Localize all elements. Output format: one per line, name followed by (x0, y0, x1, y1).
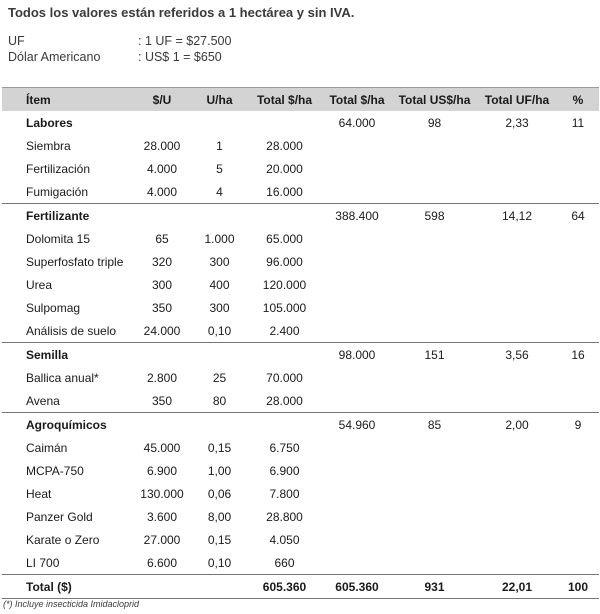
empty-cell (322, 366, 392, 389)
empty-cell (477, 227, 557, 250)
item-price: 3.600 (146, 509, 178, 524)
empty-cell (477, 273, 557, 296)
item-price: 320 (151, 254, 173, 269)
rate-usd (8, 50, 222, 64)
table-row (2, 157, 599, 180)
empty-cell (392, 296, 477, 319)
group-total-clp: 98.000 (322, 343, 392, 367)
empty-cell (392, 505, 477, 528)
empty-cell (392, 366, 477, 389)
item-total: 28.800 (266, 509, 303, 524)
table-row (2, 482, 599, 505)
item-name: Fumigación (26, 184, 89, 199)
footnote: (*) Incluye insecticida Imidacloprid (3, 599, 140, 609)
item-name: Dolomita 15 (26, 231, 91, 246)
empty-cell (477, 505, 557, 528)
table-row (2, 227, 599, 250)
table-row (2, 180, 599, 204)
empty-cell (192, 343, 247, 367)
empty-cell (322, 551, 392, 575)
empty-cell (392, 389, 477, 413)
empty-cell (322, 227, 392, 250)
empty-cell (192, 413, 247, 437)
empty-cell (322, 389, 392, 413)
item-price: 4.000 (146, 161, 178, 176)
group-total-clp: 54.960 (322, 413, 392, 437)
empty-cell (477, 436, 557, 459)
item-price: 2.800 (146, 370, 178, 385)
item-total: 16.000 (266, 184, 303, 199)
col-header-total: Total $/ha (247, 88, 322, 112)
empty-cell (392, 134, 477, 157)
group-total-usd: 98 (427, 115, 442, 130)
item-name: Urea (26, 277, 53, 292)
total-pct: 100 (557, 575, 599, 599)
item-name: Análisis de suelo (26, 323, 117, 338)
total-sum: 605.360 (247, 575, 322, 599)
table-row (2, 134, 599, 157)
group-total-clp: 388.400 (322, 204, 392, 228)
total-clp: 605.360 (322, 575, 392, 599)
item-units: 0,06 (207, 486, 232, 501)
group-total-uf: 2,00 (477, 413, 557, 437)
item-units: 1.000 (204, 231, 235, 246)
empty-cell (477, 482, 557, 505)
group-row (2, 413, 599, 437)
total-label: Total ($) (2, 575, 132, 599)
item-total: 2.400 (269, 323, 300, 338)
empty-cell (477, 134, 557, 157)
total-uf: 22,01 (477, 575, 557, 599)
rate-uf (8, 34, 232, 48)
group-total-uf: 3,56 (477, 343, 557, 367)
col-header-units: U/ha (192, 88, 247, 112)
empty-cell (322, 436, 392, 459)
empty-cell (132, 204, 192, 228)
group-name: Agroquímicos (2, 413, 132, 437)
item-price: 24.000 (143, 323, 181, 338)
item-name: Fertilización (26, 161, 91, 176)
empty-cell (557, 134, 599, 157)
total-usd: 931 (392, 575, 477, 599)
item-total: 65.000 (266, 231, 303, 246)
group-row (2, 111, 599, 134)
item-total: 105.000 (262, 300, 307, 315)
empty-cell (477, 319, 557, 343)
group-total-usd: 151 (392, 343, 477, 367)
empty-cell (557, 551, 599, 575)
empty-cell (557, 366, 599, 389)
item-price: 6.600 (146, 555, 178, 570)
empty-cell (132, 575, 192, 599)
item-name: Avena (26, 393, 60, 408)
empty-cell (322, 273, 392, 296)
item-units: 80 (212, 393, 227, 408)
empty-cell (192, 111, 247, 134)
rate-value: : 1 UF = $27.500 (138, 34, 232, 48)
empty-cell (477, 459, 557, 482)
empty-cell (477, 389, 557, 413)
empty-cell (477, 157, 557, 180)
empty-cell (392, 459, 477, 482)
empty-cell (477, 250, 557, 273)
table-row (2, 551, 599, 575)
item-price: 65 (155, 231, 169, 246)
empty-cell (322, 296, 392, 319)
empty-cell (557, 180, 599, 204)
empty-cell (322, 319, 392, 343)
item-price: 45.000 (143, 440, 181, 455)
empty-cell (247, 111, 322, 134)
item-name: Heat (26, 486, 52, 501)
item-units: 5 (216, 161, 223, 176)
empty-cell (477, 296, 557, 319)
group-total-uf: 14,12 (477, 204, 557, 228)
item-name: LI 700 (26, 555, 60, 570)
item-units: 0,15 (207, 440, 232, 455)
empty-cell (557, 319, 599, 343)
item-units: 0,10 (207, 555, 232, 570)
item-units: 1 (216, 138, 223, 153)
item-total: 20.000 (266, 161, 303, 176)
item-price: 27.000 (143, 532, 181, 547)
empty-cell (192, 575, 247, 599)
table-row (2, 436, 599, 459)
empty-cell (247, 204, 322, 228)
table-row (2, 528, 599, 551)
item-name: Caimán (26, 440, 68, 455)
table-row (2, 250, 599, 273)
empty-cell (132, 343, 192, 367)
item-name: Panzer Gold (26, 509, 93, 524)
empty-cell (322, 180, 392, 204)
empty-cell (477, 551, 557, 575)
item-name: Sulpomag (26, 300, 81, 315)
empty-cell (557, 273, 599, 296)
item-units: 4 (216, 184, 223, 199)
empty-cell (557, 482, 599, 505)
empty-cell (557, 459, 599, 482)
item-name: Siembra (26, 138, 71, 153)
group-name: Labores (26, 115, 73, 130)
empty-cell (392, 528, 477, 551)
item-price: 350 (151, 393, 173, 408)
empty-cell (132, 413, 192, 437)
item-total: 7.800 (269, 486, 300, 501)
rate-value: : US$ 1 = $650 (138, 50, 222, 64)
item-name: MCPA-750 (26, 463, 84, 478)
total-row (2, 575, 599, 599)
empty-cell (392, 227, 477, 250)
item-total: 70.000 (266, 370, 303, 385)
col-header-item: Ítem (2, 88, 132, 112)
empty-cell (392, 273, 477, 296)
group-name: Semilla (2, 343, 132, 367)
table-row (2, 505, 599, 528)
item-name: Ballica anual* (26, 370, 99, 385)
table-row (2, 459, 599, 482)
item-units: 0,15 (207, 532, 232, 547)
item-units: 400 (209, 277, 230, 292)
empty-cell (557, 157, 599, 180)
table-row (2, 319, 599, 343)
group-pct: 11 (571, 115, 585, 130)
empty-cell (392, 436, 477, 459)
item-total: 28.000 (266, 138, 303, 153)
item-units: 25 (212, 370, 227, 385)
item-units: 1,00 (207, 463, 232, 478)
col-header-total-usd: Total US$/ha (392, 88, 477, 112)
table-row (2, 389, 599, 413)
group-row (2, 343, 599, 367)
group-pct: 16 (557, 343, 599, 367)
item-total: 120.000 (262, 277, 307, 292)
empty-cell (322, 459, 392, 482)
group-total-uf: 2,33 (505, 115, 529, 130)
item-units: 8,00 (207, 509, 232, 524)
item-total: 4.050 (269, 532, 300, 547)
item-units: 300 (209, 254, 230, 269)
empty-cell (557, 505, 599, 528)
group-total-clp: 64.000 (338, 115, 376, 130)
empty-cell (557, 436, 599, 459)
item-total: 28.000 (266, 393, 303, 408)
empty-cell (192, 204, 247, 228)
empty-cell (557, 528, 599, 551)
table-row (2, 296, 599, 319)
empty-cell (557, 296, 599, 319)
empty-cell (477, 528, 557, 551)
item-total: 6.750 (269, 440, 300, 455)
empty-cell (557, 250, 599, 273)
item-total: 660 (274, 555, 295, 570)
table-row (2, 273, 599, 296)
item-price: 130.000 (140, 486, 184, 501)
item-total: 96.000 (266, 254, 303, 269)
cost-table (2, 87, 599, 599)
empty-cell (392, 319, 477, 343)
item-price: 300 (151, 277, 173, 292)
empty-cell (477, 366, 557, 389)
empty-cell (557, 389, 599, 413)
empty-cell (392, 551, 477, 575)
item-price: 28.000 (143, 138, 181, 153)
col-header-total-clp: Total $/ha (322, 88, 392, 112)
table-row (2, 366, 599, 389)
empty-cell (322, 482, 392, 505)
group-total-usd: 598 (392, 204, 477, 228)
empty-cell (392, 482, 477, 505)
item-units: 300 (209, 300, 230, 315)
table-body (2, 111, 599, 599)
empty-cell (322, 134, 392, 157)
empty-cell (322, 528, 392, 551)
empty-cell (247, 413, 322, 437)
item-price: 6.900 (146, 463, 178, 478)
item-name: Karate o Zero (26, 532, 100, 547)
group-row (2, 204, 599, 228)
rate-label: UF (8, 34, 25, 48)
item-total: 6.900 (269, 463, 300, 478)
group-total-usd: 85 (392, 413, 477, 437)
group-pct: 64 (557, 204, 599, 228)
empty-cell (477, 180, 557, 204)
item-units: 0,10 (207, 323, 232, 338)
empty-cell (392, 157, 477, 180)
col-header-total-uf: Total UF/ha (477, 88, 557, 112)
item-price: 350 (151, 300, 173, 315)
empty-cell (392, 250, 477, 273)
empty-cell (392, 180, 477, 204)
group-name: Fertilizante (2, 204, 132, 228)
item-name: Superfosfato triple (26, 254, 124, 269)
group-pct: 9 (557, 413, 599, 437)
page-title: Todos los valores están referidos a 1 hectárea y sin IVA. (8, 5, 355, 20)
rate-label: Dólar Americano (8, 50, 101, 64)
col-header-price: $/U (132, 88, 192, 112)
col-header-pct: % (557, 88, 599, 112)
empty-cell (322, 505, 392, 528)
empty-cell (132, 111, 192, 134)
empty-cell (247, 343, 322, 367)
table-header-row (2, 88, 599, 112)
empty-cell (557, 227, 599, 250)
empty-cell (322, 157, 392, 180)
item-price: 4.000 (146, 184, 178, 199)
empty-cell (322, 250, 392, 273)
